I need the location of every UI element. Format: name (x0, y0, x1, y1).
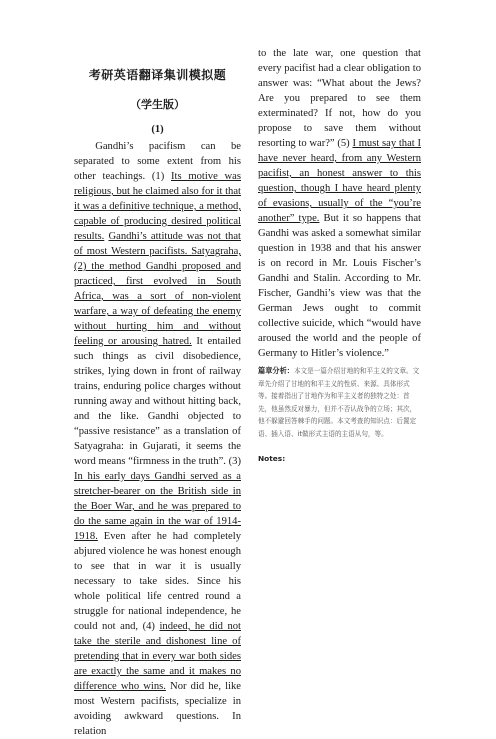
passage-text: But it so happens that Gandhi was asked a somewhat similar question in 1938 and that his answer is on record in Mr. Louis Fischer’s Gandhi and Stalin. According to Mr. Fischer, Gandhi’s view was that the German Jews ought to commit collective suicide, which “would have aroused the world and the people of Germany to Hitler’s violence.” (258, 213, 421, 359)
translation-sentence: I must say that I have never heard, from any Western pacifist, an honest answer to this question, though I have heard plenty of evasions, usually of the “you’re another” type. (258, 138, 421, 224)
right-column (258, 46, 421, 466)
passage-paragraph-left (74, 139, 241, 739)
passage-text: Even after he had completely abjured violence he was honest enough to see that in war it is usually necessary to take sides. Since his whole political life centred round a struggle for national independence, he could not and, (4) (74, 531, 241, 632)
analysis-block (258, 365, 421, 441)
passage-text: (1) (151, 171, 172, 182)
section-number: (1) (151, 124, 164, 135)
passage-text: It entailed such things as civil disobedience, strikes, lying down in front of railway trains, enduring police charges without running away and without hitting back, and the like. Gandhi objected to “passive resistance” as a translation of Satyagraha: in Gujarati, it seems the word means “firmness in the truth”. (3) (74, 336, 241, 467)
passage-text: to the late war, one question that every pacifist had a clear obligation to answer was: “What about the Jews? Are you prepared to see them exterminated? If not, how do you propose to save them without resorting to war?” (5) (258, 48, 421, 149)
analysis-text: 本文是一篇介绍甘地的和平主义的文章。文章先介绍了甘地的和平主义的性质、来源、具体形式等。接着指出了甘地作为和平主义者的独特之处：首先，他虽然反对暴力，但并不否认战争的立场；其次，他不躲避回答棘手的问题。本文考查的知识点：后置定语、插入语、it做形式主语的主语从句，等。 (258, 367, 420, 438)
passage-text: Nor did he, like most Western pacifists, specialize in avoiding awkward questions. In relation (74, 681, 241, 737)
translation-sentence: In his early days Gandhi served as a stretcher-bearer on the British side in the Boer War, and he was prepared to do the same again in the war of 1914-1918. (74, 471, 241, 542)
left-column (74, 139, 241, 739)
document-subtitle: （学生版） (130, 98, 185, 111)
passage-text: Gandhi’s pacifism can be separated to some extent from his other teachings. (74, 141, 241, 182)
translation-sentence: indeed, he did not take the sterile and dishonest line of pretending that in every war both sides are exactly the same and it makes no difference who wins. (74, 621, 241, 692)
notes-label: Notes: (258, 453, 286, 463)
document-title: 考研英语翻译集训模拟题 (88, 68, 227, 82)
passage-paragraph-right (258, 46, 421, 361)
analysis-label: 篇章分析： (258, 366, 294, 375)
translation-sentence: Its motive was religious, but he claimed also for it that it was a definitive technique, a method, capable of producing desired political results. (74, 171, 241, 242)
translation-sentence: Gandhi’s attitude was not that of most Western pacifists. Satyagraha, (2) the method Gandhi proposed and practiced, first evolved in South Africa, was a sort of non-violent warfare, a way of defeating the enemy without hurting him and without feeling or arousing hatred. (74, 231, 241, 347)
